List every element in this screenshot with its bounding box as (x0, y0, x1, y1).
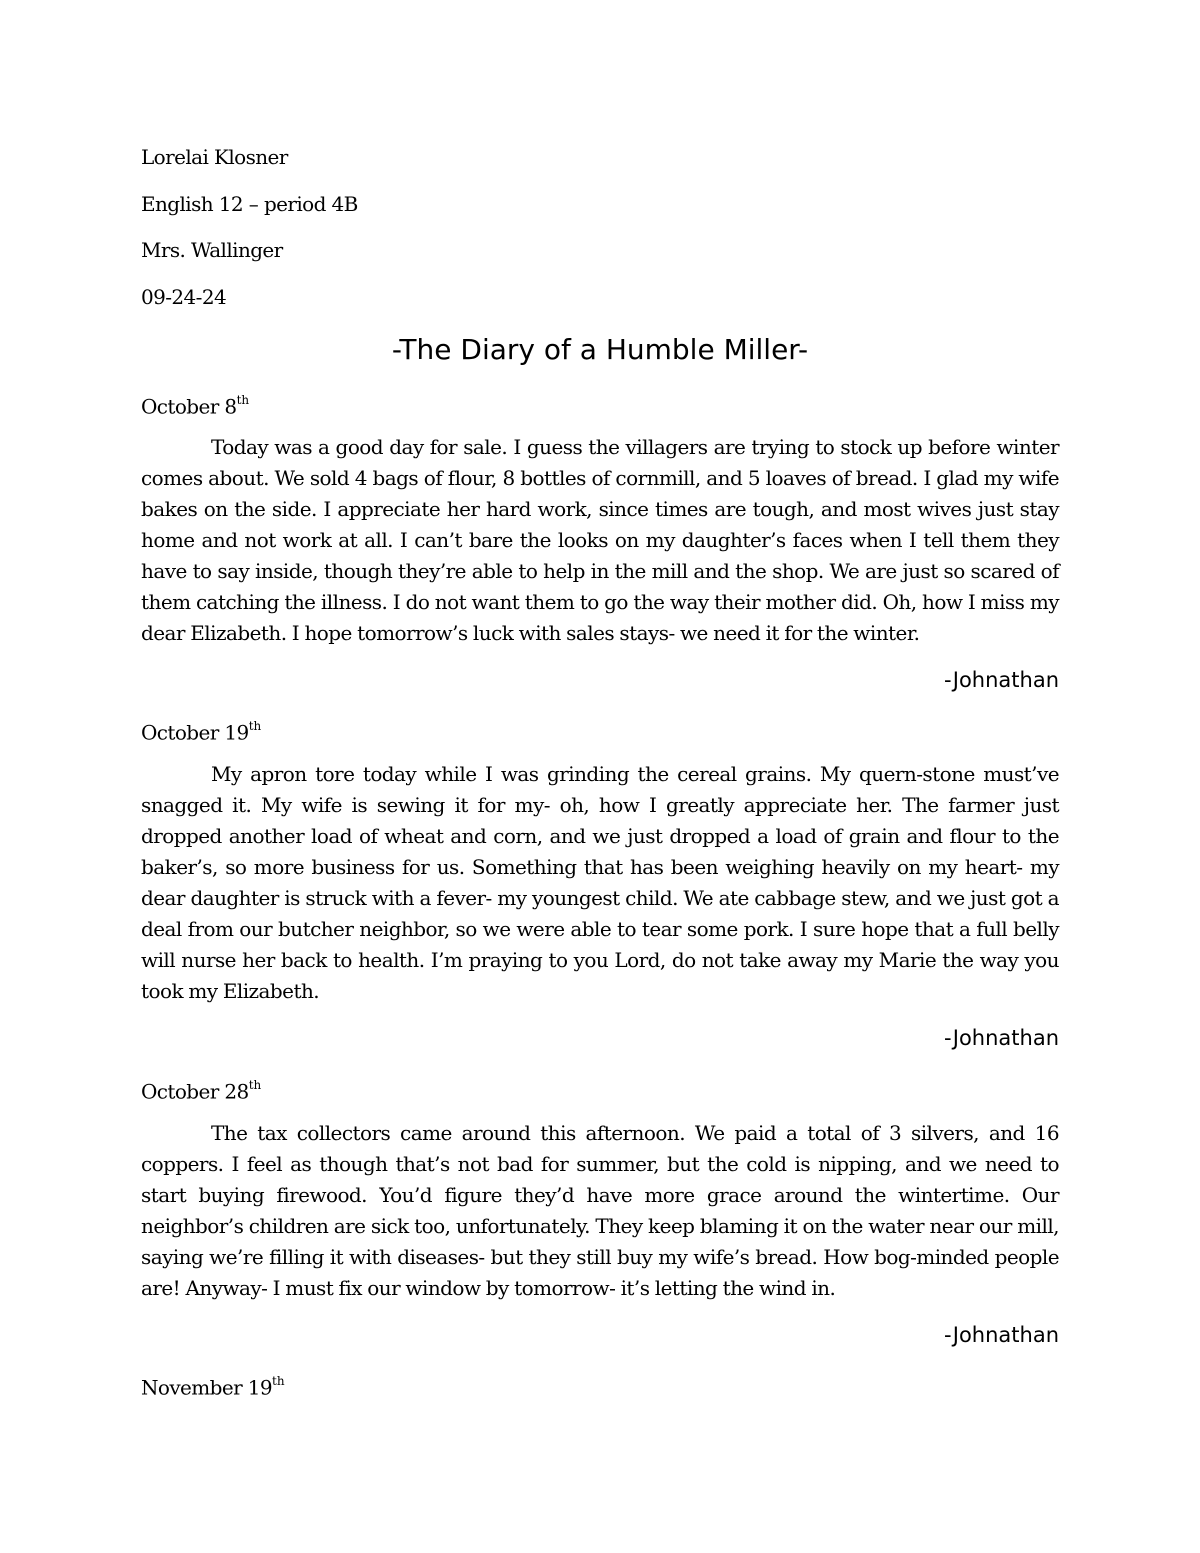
entry-body-1: Today was a good day for sale. I guess the villagers are trying to stock up before winter comes about. We sold 4 bags of flour, 8 bottles of cornmill, and 5 loaves of bread. I glad my wife bakes on the side. I appreciate her hard work, since times are tough, and most wives just stay home and not work at all. I can’t bare the looks on my daughter’s faces when I tell them they have to say inside, though they’re able to help in the mill and the shop. We are just so scared of them catching the illness. I do not want them to go the way their mother did. Oh, how I miss my dear Elizabeth. I hope tomorrow’s luck with sales stays- we need it for the winter. (141, 435, 1059, 645)
header-date: 09-24-24 (141, 285, 227, 309)
teacher-name: Mrs. Wallinger (141, 238, 283, 262)
ordinal-suffix: th (272, 1374, 285, 1388)
ordinal-suffix: th (248, 719, 262, 733)
document-page (141, 0, 1059, 1553)
course-line: English 12 – period 4B (141, 192, 358, 216)
entry-date-text: October 19 (141, 720, 249, 745)
ordinal-suffix: th (236, 393, 250, 407)
entry-date-4 (141, 1371, 285, 1400)
entry-date-3 (141, 1075, 261, 1104)
document-title: -The Diary of a Humble Miller- (391, 333, 809, 366)
author-name: Lorelai Klosner (141, 145, 288, 169)
entry-body-2: My apron tore today while I was grinding the cereal grains. My quern-stone must’ve snagged it. My wife is sewing it for my- oh, how I greatly appreciate her. The farmer just dropped another load of wheat and corn, and we just dropped a load of grain and flour to the baker’s, so more business for us. Something that has been weighing heavily on my heart- my dear daughter is struck with a fever- my youngest child. We ate cabbage stew, and we just got a deal from our butcher neighbor, so we were able to tear some pork. I sure hope that a full belly will nurse her back to health. I’m praying to you Lord, do not take away my Marie the way you took my Elizabeth. (141, 762, 1059, 1003)
entry-date-text: October 28 (141, 1079, 249, 1104)
entry-signature-1: -Johnathan (944, 668, 1059, 692)
entry-signature-3: -Johnathan (944, 1323, 1059, 1347)
entry-signature-2: -Johnathan (944, 1026, 1059, 1050)
entry-date-text: November 19 (141, 1375, 273, 1400)
entry-date-1 (141, 390, 249, 419)
ordinal-suffix: th (248, 1078, 262, 1092)
entry-date-text: October 8 (141, 394, 237, 419)
entry-body-3: The tax collectors came around this afternoon. We paid a total of 3 silvers, and 16 coppers. I feel as though that’s not bad for summer, but the cold is nipping, and we need to start buying firewood. You’d figure they’d have more grace around the wintertime. Our neighbor’s children are sick too, unfortunately. They keep blaming it on the water near our mill, saying we’re filling it with diseases- but they still buy my wife’s bread. How bog-minded people are! Anyway- I must fix our window by tomorrow- it’s letting the wind in. (141, 1121, 1059, 1300)
entry-date-2 (141, 716, 261, 745)
